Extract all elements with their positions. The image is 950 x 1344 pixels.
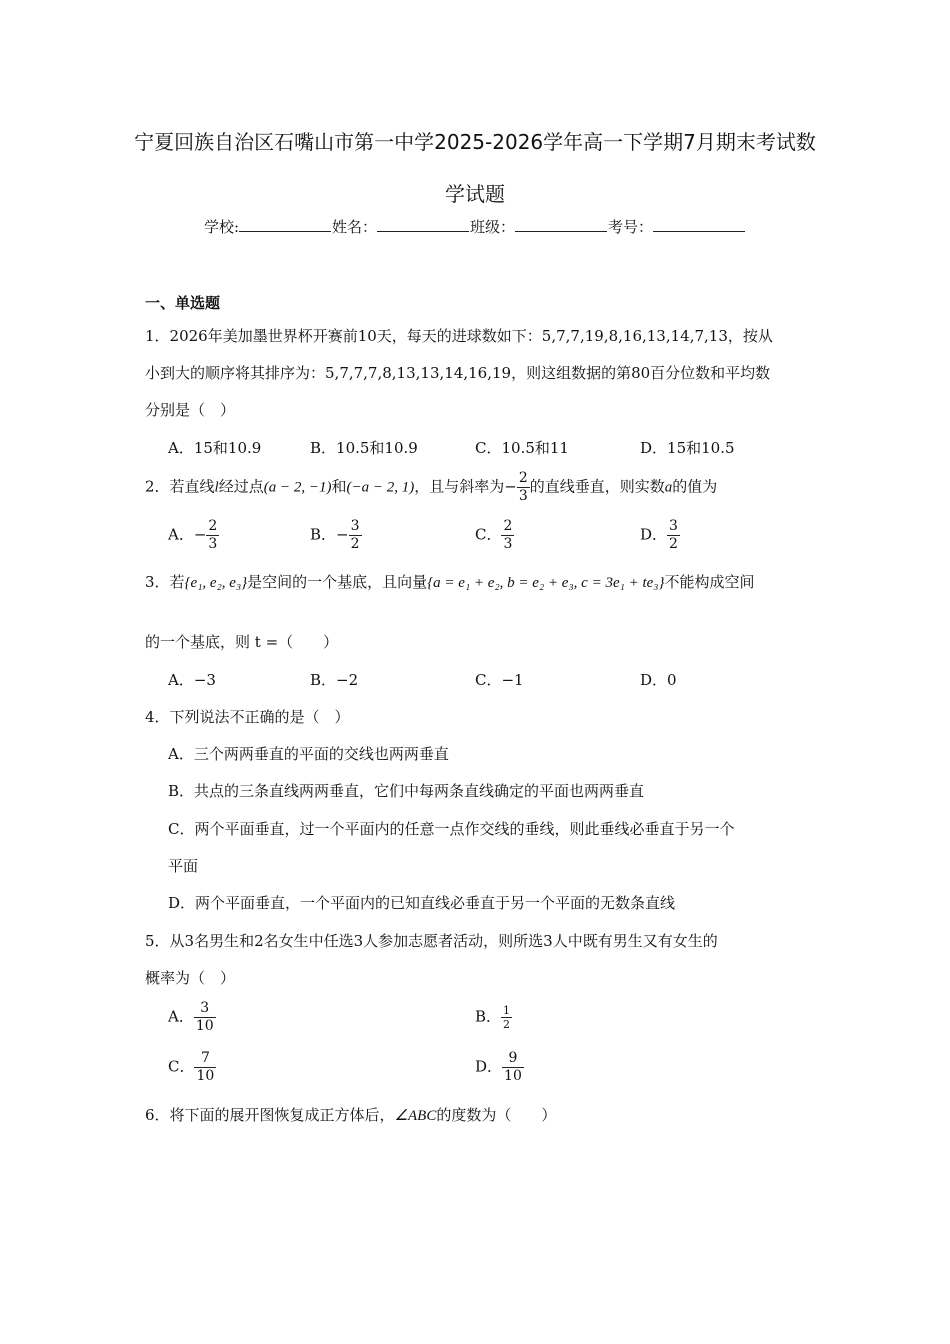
exam-title-line1: 宁夏回族自治区石嘴山市第一中学2025-2026学年高一下学期7月期末考试数 xyxy=(134,130,816,154)
q2-text-and: 和 xyxy=(331,477,347,496)
q5-stem-line1: 5．从3名男生和2名女生中任选3人参加志愿者活动，则所选3人中既有男生又有女生的 xyxy=(145,932,718,950)
q4-option-d[interactable]: D．两个平面垂直，一个平面内的已知直线必垂直于另一个平面的无数条直线 xyxy=(168,894,676,912)
q2-option-d[interactable] xyxy=(640,518,680,553)
q5-option-b-numerator: 1 xyxy=(503,1004,511,1017)
q2-slope-numerator: 2 xyxy=(518,470,528,486)
q5-option-a-numerator: 3 xyxy=(194,1000,216,1018)
q6-angle-abc: ∠ABC xyxy=(394,1108,437,1124)
q6-stem xyxy=(145,1104,556,1125)
q2-option-c-label: C． xyxy=(475,525,502,544)
q2-option-d-denominator: 2 xyxy=(669,536,678,552)
student-info-row xyxy=(0,216,950,237)
q3-text-pre: 3．若 xyxy=(145,573,185,591)
q2-text-pre: 2．若直线 xyxy=(145,477,215,496)
q2-option-b[interactable] xyxy=(310,518,362,553)
q5-option-c-denominator: 10 xyxy=(196,1068,215,1084)
q1-option-c[interactable]: C．10.5和11 xyxy=(475,439,569,457)
q3-text-post: 不能构成空间 xyxy=(664,573,755,591)
exam-no-label: 考号： xyxy=(608,218,654,236)
q2-option-a-label: A． xyxy=(168,525,194,544)
name-blank[interactable] xyxy=(377,217,469,232)
q2-option-b-numerator: 3 xyxy=(350,518,360,534)
q1-stem-line3: 分别是（ ） xyxy=(145,401,236,419)
q2-slope-fraction xyxy=(517,470,530,505)
q2-stem xyxy=(145,470,717,505)
q5-option-d-fraction xyxy=(502,1050,524,1085)
q5-option-b-fraction xyxy=(501,1004,512,1031)
q3-stem-line1 xyxy=(145,571,755,592)
q5-option-c-fraction xyxy=(194,1050,216,1085)
q3-vector-set: {a = e₁ + e₂, b = e₂ + e₃, c = 3e₁ + te₃} xyxy=(427,575,665,591)
school-label: 学校: xyxy=(203,218,239,236)
q3-option-d[interactable]: D．0 xyxy=(640,671,677,689)
q2-option-d-label: D． xyxy=(640,525,668,544)
exam-title-line2: 学试题 xyxy=(445,182,505,206)
q5-option-c[interactable] xyxy=(168,1050,216,1085)
q3-stem-line2: 的一个基底，则 t =（ ） xyxy=(145,633,339,651)
q5-option-c-numerator: 7 xyxy=(194,1050,216,1068)
q5-option-d-label: D． xyxy=(475,1057,503,1076)
q3-option-a[interactable]: A．−3 xyxy=(168,671,216,689)
q1-option-b[interactable]: B．10.5和10.9 xyxy=(310,439,418,457)
q6-text-pre: 6．将下面的展开图恢复成正方体后， xyxy=(145,1106,395,1124)
q2-option-c-numerator: 2 xyxy=(503,518,513,534)
q5-option-a[interactable] xyxy=(168,1000,216,1035)
q5-option-d-numerator: 9 xyxy=(502,1050,524,1068)
q3-option-b[interactable]: B．−2 xyxy=(310,671,359,689)
q2-option-b-label: B． xyxy=(310,525,337,544)
q5-option-a-fraction xyxy=(194,1000,216,1035)
q4-option-a[interactable]: A．三个两两垂直的平面的交线也两两垂直 xyxy=(168,745,449,763)
q1-option-d[interactable]: D．15和10.5 xyxy=(640,439,735,457)
q4-option-c[interactable]: C．两个平面垂直，过一个平面内的任意一点作交线的垂线，则此垂线必垂直于另一个 xyxy=(168,820,735,838)
q2-option-a-denominator: 3 xyxy=(208,536,218,552)
q5-option-a-label: A． xyxy=(168,1007,194,1026)
q2-option-a-sign: − xyxy=(193,525,207,544)
q6-text-post: 的度数为（ ） xyxy=(436,1106,557,1124)
q2-option-c-denominator: 3 xyxy=(503,536,513,552)
q3-text-mid: 是空间的一个基底，且向量 xyxy=(247,573,428,591)
q5-option-c-label: C． xyxy=(168,1057,195,1076)
q1-option-a[interactable]: A．15和10.9 xyxy=(168,439,262,457)
q2-var-a: a xyxy=(664,479,673,496)
q5-option-d[interactable] xyxy=(475,1050,524,1085)
exam-no-blank[interactable] xyxy=(653,217,745,232)
q5-option-b-label: B． xyxy=(475,1007,502,1026)
q5-option-b[interactable] xyxy=(475,1004,512,1031)
q1-stem-line1: 1．2026年美加墨世界杯开赛前10天，每天的进球数如下：5,7,7,19,8,16,13,14,7,13，按从 xyxy=(145,327,773,345)
q4-option-c-cont[interactable]: 平面 xyxy=(168,857,199,875)
q2-point2: (−a − 2, 1) xyxy=(346,479,415,496)
q2-option-d-numerator: 3 xyxy=(669,518,678,534)
q2-option-a-fraction xyxy=(206,518,219,553)
q3-option-c[interactable]: C．−1 xyxy=(475,671,524,689)
q2-option-a-numerator: 2 xyxy=(208,518,218,534)
school-blank[interactable] xyxy=(239,217,331,232)
q3-basis-set: {e₁, e₂, e₃} xyxy=(184,575,248,591)
q2-text-mid2: ，且与斜率为 xyxy=(414,477,505,496)
q2-option-c[interactable] xyxy=(475,518,514,553)
q5-option-b-denominator: 2 xyxy=(503,1018,511,1031)
q2-option-c-fraction xyxy=(501,518,514,553)
q2-option-a[interactable] xyxy=(168,518,219,553)
class-blank[interactable] xyxy=(515,217,607,232)
q1-stem-line2: 小到大的顺序将其排序为：5,7,7,7,8,13,13,14,16,19，则这组数据的第80百分位数和平均数 xyxy=(145,364,771,382)
q2-option-b-denominator: 2 xyxy=(350,536,360,552)
q2-option-d-fraction xyxy=(667,518,680,553)
q2-point1: (a − 2, −1) xyxy=(263,479,332,496)
q2-text-end: 的值为 xyxy=(672,477,718,496)
q2-text-mid1: 经过点 xyxy=(218,477,264,496)
q2-slope-sign: − xyxy=(504,477,517,496)
name-label: 姓名： xyxy=(332,218,378,236)
q5-option-a-denominator: 10 xyxy=(195,1018,214,1034)
q4-option-b[interactable]: B．共点的三条直线两两垂直，它们中每两条直线确定的平面也两两垂直 xyxy=(168,782,645,800)
q5-option-d-denominator: 10 xyxy=(504,1068,522,1084)
q2-slope-denominator: 3 xyxy=(518,488,528,504)
q2-option-b-fraction xyxy=(349,518,362,553)
class-label: 班级： xyxy=(470,218,516,236)
q2-option-b-sign: − xyxy=(336,525,349,544)
q4-stem: 4．下列说法不正确的是（ ） xyxy=(145,708,350,726)
q2-line-symbol: l xyxy=(214,479,219,496)
q5-stem-line2: 概率为（ ） xyxy=(145,969,236,987)
q2-text-post: 的直线垂直，则实数 xyxy=(529,477,665,496)
section-heading: 一、单选题 xyxy=(145,294,221,312)
